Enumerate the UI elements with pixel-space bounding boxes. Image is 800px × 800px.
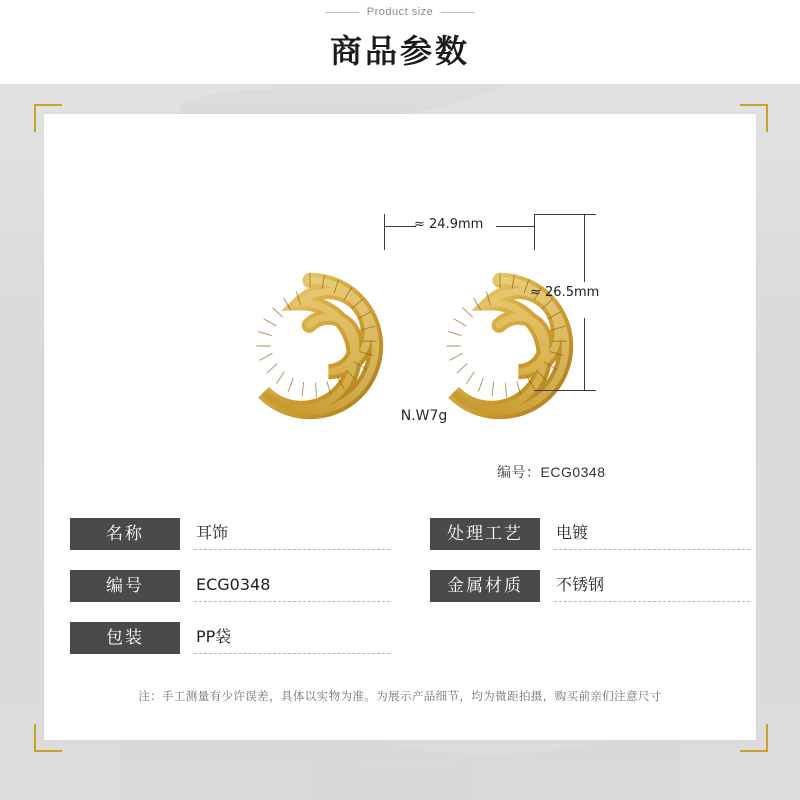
measure-height-line-top xyxy=(584,214,585,282)
spec-row xyxy=(70,518,390,570)
product-code-line: 编号：ECG0348 xyxy=(497,464,606,480)
spec-row xyxy=(70,570,390,622)
spec-key: 处理工艺 xyxy=(430,518,540,550)
spec-key: 包装 xyxy=(70,622,180,654)
spec-value: 耳饰 xyxy=(194,518,390,550)
measure-height-label: ≈ 26.5mm xyxy=(530,285,600,300)
spec-row xyxy=(70,622,390,674)
spec-column-right xyxy=(430,518,750,622)
product-image-area xyxy=(44,170,756,450)
bottom-shadow xyxy=(0,740,800,800)
eyebrow-label: Product size xyxy=(366,6,434,18)
measure-width-tick-left xyxy=(384,214,385,250)
measure-height-line-bottom xyxy=(584,318,585,390)
spec-value: 电镀 xyxy=(554,518,750,550)
measure-width-line-right xyxy=(496,226,534,227)
measure-width-tick-right xyxy=(534,214,535,250)
corner-bracket-bottom-right-icon xyxy=(740,724,768,752)
measure-width-line-left xyxy=(384,226,416,227)
spec-value: PP袋 xyxy=(194,622,390,654)
corner-bracket-bottom-left-icon xyxy=(34,724,62,752)
spec-value: ECG0348 xyxy=(194,570,390,602)
measure-height-tick-top xyxy=(534,214,596,215)
spec-column-left xyxy=(70,518,390,674)
spec-row xyxy=(430,518,750,570)
measure-width-label: ≈ 24.9mm xyxy=(414,217,484,232)
net-weight-label: N.W7g xyxy=(400,408,448,424)
page-header xyxy=(0,0,800,84)
earring-left-image xyxy=(230,266,390,426)
measure-height-tick-bottom xyxy=(534,390,596,391)
disclaimer-note: 注：手工测量有少许误差，具体以实物为准。为展示产品细节，均为微距拍摄，购买前亲们注意尺寸 xyxy=(138,689,662,703)
eyebrow xyxy=(0,6,800,18)
corner-bracket-top-right-icon xyxy=(740,104,768,132)
rule-left-icon xyxy=(325,12,359,13)
corner-bracket-top-left-icon xyxy=(34,104,62,132)
spec-row xyxy=(430,570,750,622)
spec-value: 不锈钢 xyxy=(554,570,750,602)
spec-key: 金属材质 xyxy=(430,570,540,602)
spec-key: 名称 xyxy=(70,518,180,550)
rule-right-icon xyxy=(441,12,475,13)
spec-key: 编号 xyxy=(70,570,180,602)
page-title: 商品参数 xyxy=(329,32,470,70)
